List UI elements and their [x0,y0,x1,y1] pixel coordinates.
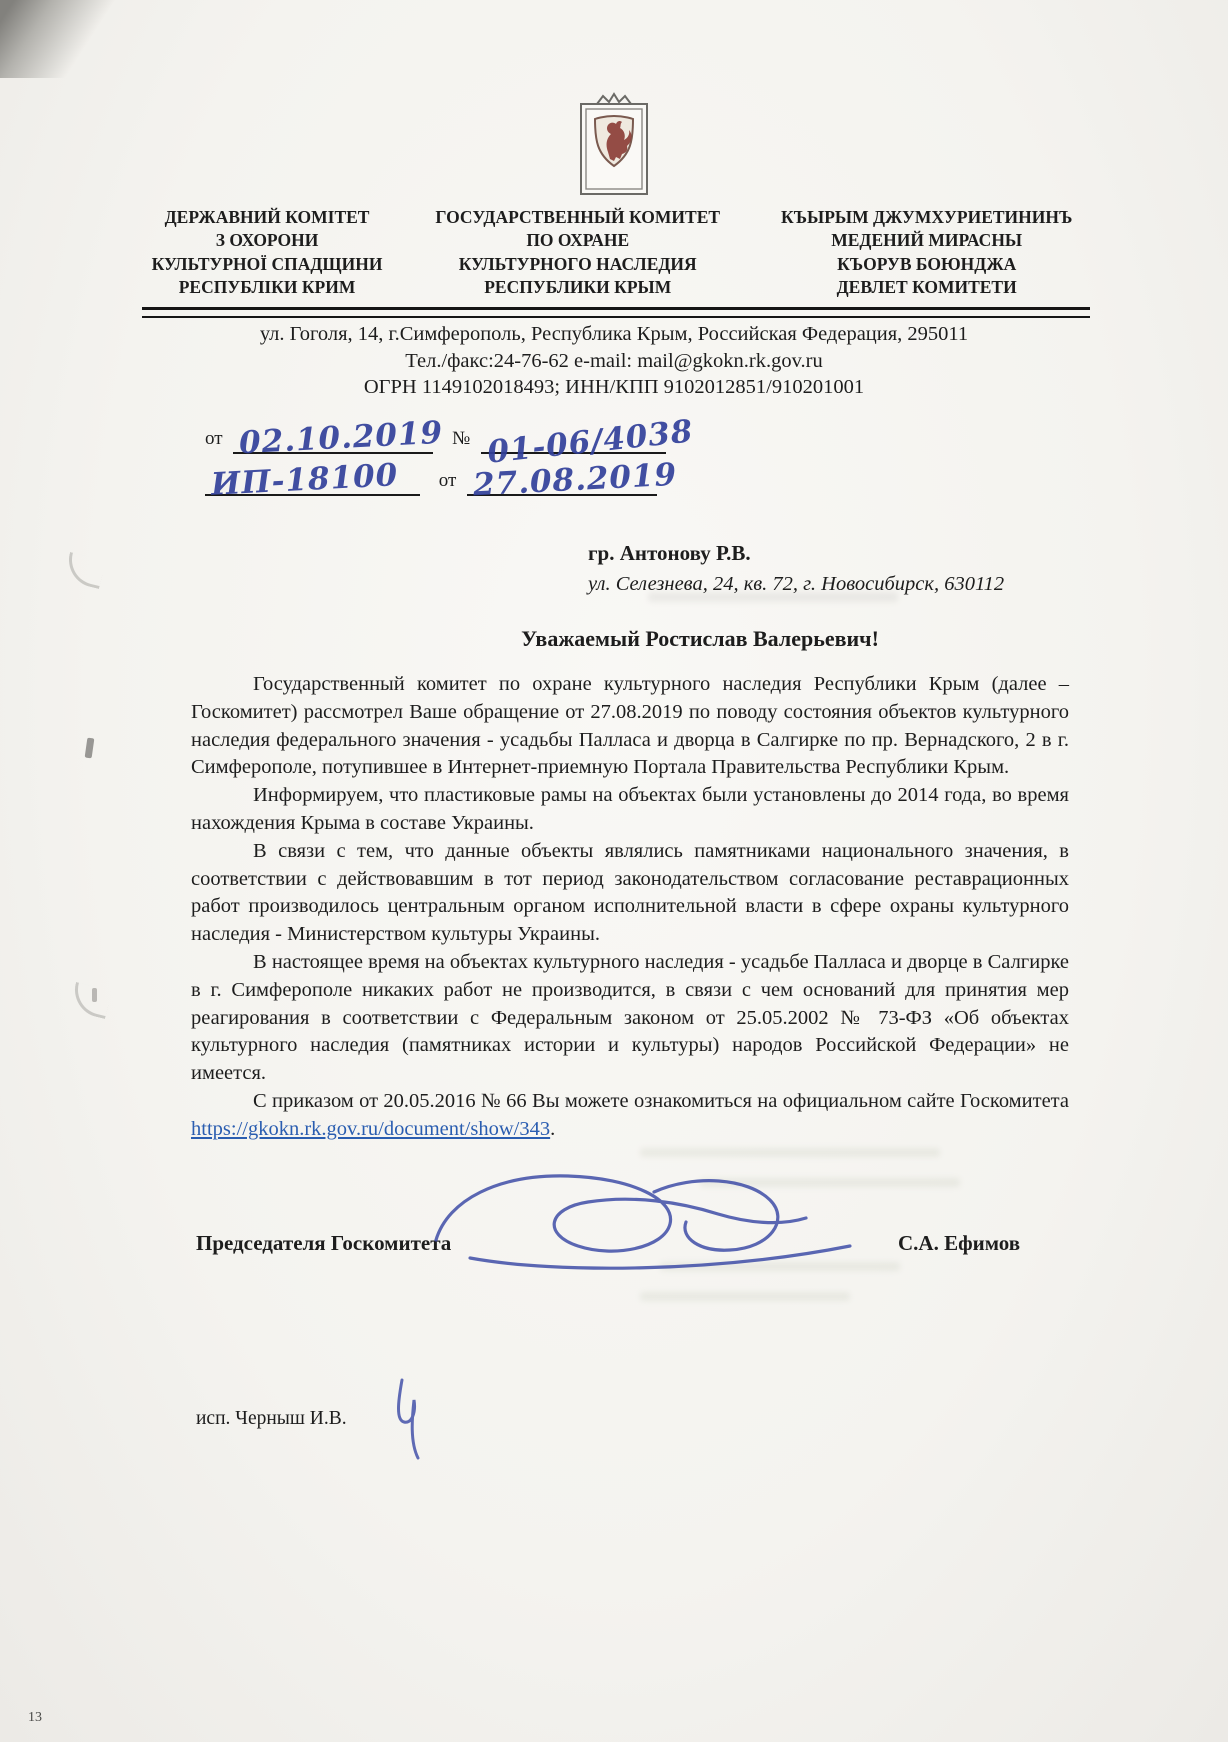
in-date-label: от [438,470,457,491]
closing-text: С приказом от 20.05.2016 № 66 Вы можете ознакомиться на официальном сайте Госкомитета [253,1089,1069,1112]
letterhead-line: РЕСПУБЛИКИ КРЫМ [484,277,672,298]
handwritten-in-date: 27.08.2019 [472,456,679,504]
closing-period: . [550,1117,556,1140]
document-link[interactable]: https://gkokn.rk.gov.ru/document/show/343 [191,1117,551,1140]
recipient-address: ул. Селезнева, 24, кв. 72, г. Новосибирск, 630112 [588,573,1005,595]
in-number-line [205,456,420,503]
incoming-reference-row [205,456,685,504]
reference-block [205,413,696,504]
signer-title: Председателя Госкомитета [196,1231,452,1255]
executor-pen-mark [388,1372,438,1469]
body-paragraph-closing [191,1088,1069,1144]
body-paragraph: Государственный комитет по охране культурного наследия Республики Крым (далее – Госкомитет) рассмотрел Ваше обращение от 27.08.2019 по поводу состояния объектов культурного наследия федерального значения - усадьбы Палласа и дворца в Салгирке по пр. Вернадского, 2 в г. Симферополе, потупившее в Интернет-приемную Портала Правительства Республики Крым. [191,673,1069,779]
out-date-line [233,414,445,462]
letter-body [191,671,1069,1144]
bleed-through-artifact [640,1292,850,1301]
bleed-through-artifact [640,1148,940,1157]
letterhead-line: РЕСПУБЛІКИ КРИМ [178,277,356,298]
letterhead-line: МЕДЕНИЙ МИРАСНЫ [831,230,1023,251]
scan-corner-fold-right [998,0,1228,190]
letterhead-line: КУЛЬТУРНОГО НАСЛЕДИЯ [458,253,697,274]
salutation: Уважаемый Ростислав Валерьевич! [521,626,879,651]
body-paragraph: Информируем, что пластиковые рамы на объектах были установлены до 2014 года, во время нахождения Крыма в составе Украины. [191,784,1069,834]
scan-corner-shadow-left [0,0,190,78]
number-label: № [452,428,471,449]
outgoing-reference-row [205,413,696,471]
page-number: 13 [28,1710,42,1725]
recipient-block [588,541,1068,596]
out-number-line [481,413,696,471]
letterhead-divider [142,307,1090,318]
letterhead-line: КЪЫРЫМ ДЖУМХУРИЕТИНИНЪ [780,207,1073,227]
in-date-line [467,456,679,504]
postal-address: ул. Гоголя, 14, г.Симферополь, Республика Крым, Российская Федерация, 295011 [259,323,969,345]
phone-email: Тел./факс:24-76-62 e-mail: mail@gkokn.rk.gov.ru [405,349,823,372]
coat-of-arms-emblem [575,92,653,205]
letterhead-line: З ОХОРОНИ [215,230,319,251]
handwritten-in-number: ИП-18100 [210,457,400,503]
letterhead-crimean-tatar [759,206,1094,300]
executor-name: исп. Черныш И.В. [196,1408,347,1429]
letterhead-line: КЪОРУВ БОЮНДЖА [837,253,1017,274]
letterhead-line: ГОСУДАРСТВЕННЫЙ КОМИТЕТ [435,207,721,227]
scan-artifact [69,982,112,1019]
scan-artifact [85,738,95,759]
out-date-label: от [205,428,223,449]
contact-block [0,321,1228,401]
letterhead-line: КУЛЬТУРНОЇ СПАДЩИНИ [151,253,383,274]
signature-scribble [418,1162,868,1287]
handwritten-out-date: 02.10.2019 [238,414,445,462]
recipient-name: гр. Антонову Р.В. [588,541,751,565]
letterhead-line: ДЕВЛЕТ КОМИТЕТИ [836,277,1017,298]
body-paragraph: В связи с тем, что данные объекты являлись памятниками национального значения, в соответствии с действовавшим в тот период законодательством согласование реставрационных работ производилось центральным органом исполнительной власти в сфере охраны культурного наследия - Министерством культуры Украины. [191,839,1069,946]
registration-numbers: ОГРН 1149102018493; ИНН/КПП 9102012851/910201001 [363,376,865,398]
letterhead-russian [396,206,759,300]
letterhead-line: ДЕРЖАВНИЙ КОМІТЕТ [164,207,370,227]
handwritten-out-number: 01-06/4038 [485,413,696,471]
signer-name: С.А. Ефимов [898,1231,1021,1255]
body-paragraph: В настоящее время на объектах культурного наследия - усадьбе Палласа и дворце в Салгирке в г. Симферополе никаких работ не производится, в связи с чем оснований для принятия мер реагирования в соответствии с Федеральным законом от 25.05.2002 № 73-ФЗ «Об объектах культурного наследия (памятниках истории и культуры) народов Российской Федерации» не имеется. [191,950,1069,1085]
letterhead-line: ПО ОХРАНЕ [526,230,630,251]
scan-artifact [63,552,106,589]
letterhead [138,206,1094,300]
letterhead-ukrainian [138,206,396,300]
